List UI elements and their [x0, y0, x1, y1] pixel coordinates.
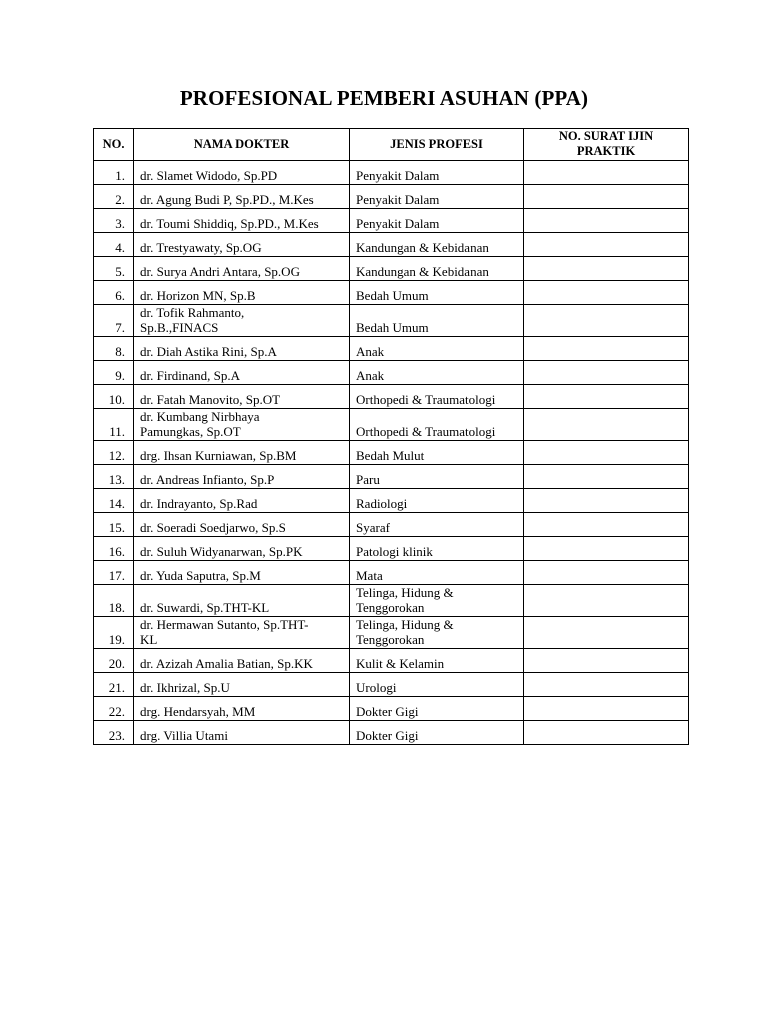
row-number: 14. [94, 489, 134, 513]
table-row [94, 233, 689, 257]
practice-license [524, 185, 689, 209]
doctor-name: dr. Toumi Shiddiq, Sp.PD., M.Kes [134, 209, 350, 233]
profession: Anak [350, 337, 524, 361]
doctor-name: dr. Tofik Rahmanto, Sp.B.,FINACS [134, 305, 350, 337]
header-doctor-name: NAMA DOKTER [134, 129, 350, 161]
table-row [94, 537, 689, 561]
header-practice-license [524, 129, 689, 161]
table-row [94, 161, 689, 185]
practice-license [524, 385, 689, 409]
doctor-name: dr. Soeradi Soedjarwo, Sp.S [134, 513, 350, 537]
doctor-name: dr. Yuda Saputra, Sp.M [134, 561, 350, 585]
table-row [94, 441, 689, 465]
profession: Bedah Umum [350, 281, 524, 305]
practice-license [524, 721, 689, 745]
profession: Orthopedi & Traumatologi [350, 385, 524, 409]
profession: Telinga, Hidung & Tenggorokan [350, 585, 524, 617]
practice-license [524, 561, 689, 585]
doctor-name: dr. Suwardi, Sp.THT-KL [134, 585, 350, 617]
practice-license [524, 305, 689, 337]
header-row [94, 129, 689, 161]
practice-license [524, 537, 689, 561]
row-number: 18. [94, 585, 134, 617]
row-number: 22. [94, 697, 134, 721]
header-profession: JENIS PROFESI [350, 129, 524, 161]
header-no: NO. [94, 129, 134, 161]
doctor-name: drg. Villia Utami [134, 721, 350, 745]
row-number: 12. [94, 441, 134, 465]
practice-license [524, 465, 689, 489]
table-row [94, 465, 689, 489]
table-row [94, 305, 689, 337]
profession: Patologi klinik [350, 537, 524, 561]
profession: Kandungan & Kebidanan [350, 233, 524, 257]
doctor-name: dr. Diah Astika Rini, Sp.A [134, 337, 350, 361]
table-row [94, 697, 689, 721]
table-row [94, 257, 689, 281]
row-number: 5. [94, 257, 134, 281]
profession: Kandungan & Kebidanan [350, 257, 524, 281]
profession: Penyakit Dalam [350, 209, 524, 233]
table-row [94, 721, 689, 745]
doctor-name: dr. Kumbang Nirbhaya Pamungkas, Sp.OT [134, 409, 350, 441]
profession: Radiologi [350, 489, 524, 513]
practice-license [524, 361, 689, 385]
table-body [94, 161, 689, 745]
profession: Mata [350, 561, 524, 585]
table-row [94, 185, 689, 209]
profession: Orthopedi & Traumatologi [350, 409, 524, 441]
row-number: 2. [94, 185, 134, 209]
doctor-name: drg. Hendarsyah, MM [134, 697, 350, 721]
doctor-name: dr. Fatah Manovito, Sp.OT [134, 385, 350, 409]
practice-license [524, 337, 689, 361]
profession: Anak [350, 361, 524, 385]
profession: Bedah Umum [350, 305, 524, 337]
doctor-name: drg. Ihsan Kurniawan, Sp.BM [134, 441, 350, 465]
practice-license [524, 441, 689, 465]
practice-license [524, 585, 689, 617]
profession: Penyakit Dalam [350, 161, 524, 185]
practice-license [524, 649, 689, 673]
table-row [94, 337, 689, 361]
ppa-table [93, 128, 689, 745]
table-row [94, 617, 689, 649]
practice-license [524, 161, 689, 185]
profession: Bedah Mulut [350, 441, 524, 465]
row-number: 23. [94, 721, 134, 745]
doctor-name: dr. Hermawan Sutanto, Sp.THT- KL [134, 617, 350, 649]
page-title: PROFESIONAL PEMBERI ASUHAN (PPA) [179, 86, 589, 110]
profession: Kulit & Kelamin [350, 649, 524, 673]
practice-license [524, 513, 689, 537]
table-row [94, 385, 689, 409]
row-number: 6. [94, 281, 134, 305]
table-row [94, 281, 689, 305]
header-practice-license-label: NO. SURAT IJIN PRAKTIK [558, 129, 654, 158]
row-number: 8. [94, 337, 134, 361]
row-number: 13. [94, 465, 134, 489]
doctor-name: dr. Horizon MN, Sp.B [134, 281, 350, 305]
table-row [94, 561, 689, 585]
table-row [94, 513, 689, 537]
row-number: 3. [94, 209, 134, 233]
doctor-name: dr. Trestyawaty, Sp.OG [134, 233, 350, 257]
doctor-name: dr. Surya Andri Antara, Sp.OG [134, 257, 350, 281]
practice-license [524, 233, 689, 257]
row-number: 19. [94, 617, 134, 649]
row-number: 15. [94, 513, 134, 537]
table-row [94, 673, 689, 697]
table-row [94, 585, 689, 617]
table-row [94, 409, 689, 441]
doctor-name: dr. Azizah Amalia Batian, Sp.KK [134, 649, 350, 673]
row-number: 21. [94, 673, 134, 697]
table-row [94, 649, 689, 673]
table-header [94, 129, 689, 161]
table-row [94, 361, 689, 385]
profession: Paru [350, 465, 524, 489]
row-number: 4. [94, 233, 134, 257]
row-number: 16. [94, 537, 134, 561]
row-number: 11. [94, 409, 134, 441]
doctor-name: dr. Suluh Widyanarwan, Sp.PK [134, 537, 350, 561]
table-row [94, 489, 689, 513]
practice-license [524, 209, 689, 233]
practice-license [524, 697, 689, 721]
row-number: 17. [94, 561, 134, 585]
practice-license [524, 489, 689, 513]
profession: Urologi [350, 673, 524, 697]
doctor-name: dr. Slamet Widodo, Sp.PD [134, 161, 350, 185]
row-number: 9. [94, 361, 134, 385]
row-number: 20. [94, 649, 134, 673]
table-row [94, 209, 689, 233]
practice-license [524, 673, 689, 697]
profession: Syaraf [350, 513, 524, 537]
profession: Dokter Gigi [350, 697, 524, 721]
doctor-name: dr. Ikhrizal, Sp.U [134, 673, 350, 697]
doctor-name: dr. Agung Budi P, Sp.PD., M.Kes [134, 185, 350, 209]
doctor-name: dr. Firdinand, Sp.A [134, 361, 350, 385]
row-number: 1. [94, 161, 134, 185]
practice-license [524, 281, 689, 305]
profession: Dokter Gigi [350, 721, 524, 745]
profession: Telinga, Hidung & Tenggorokan [350, 617, 524, 649]
doctor-name: dr. Andreas Infianto, Sp.P [134, 465, 350, 489]
practice-license [524, 409, 689, 441]
row-number: 10. [94, 385, 134, 409]
row-number: 7. [94, 305, 134, 337]
practice-license [524, 617, 689, 649]
practice-license [524, 257, 689, 281]
doctor-name: dr. Indrayanto, Sp.Rad [134, 489, 350, 513]
profession: Penyakit Dalam [350, 185, 524, 209]
